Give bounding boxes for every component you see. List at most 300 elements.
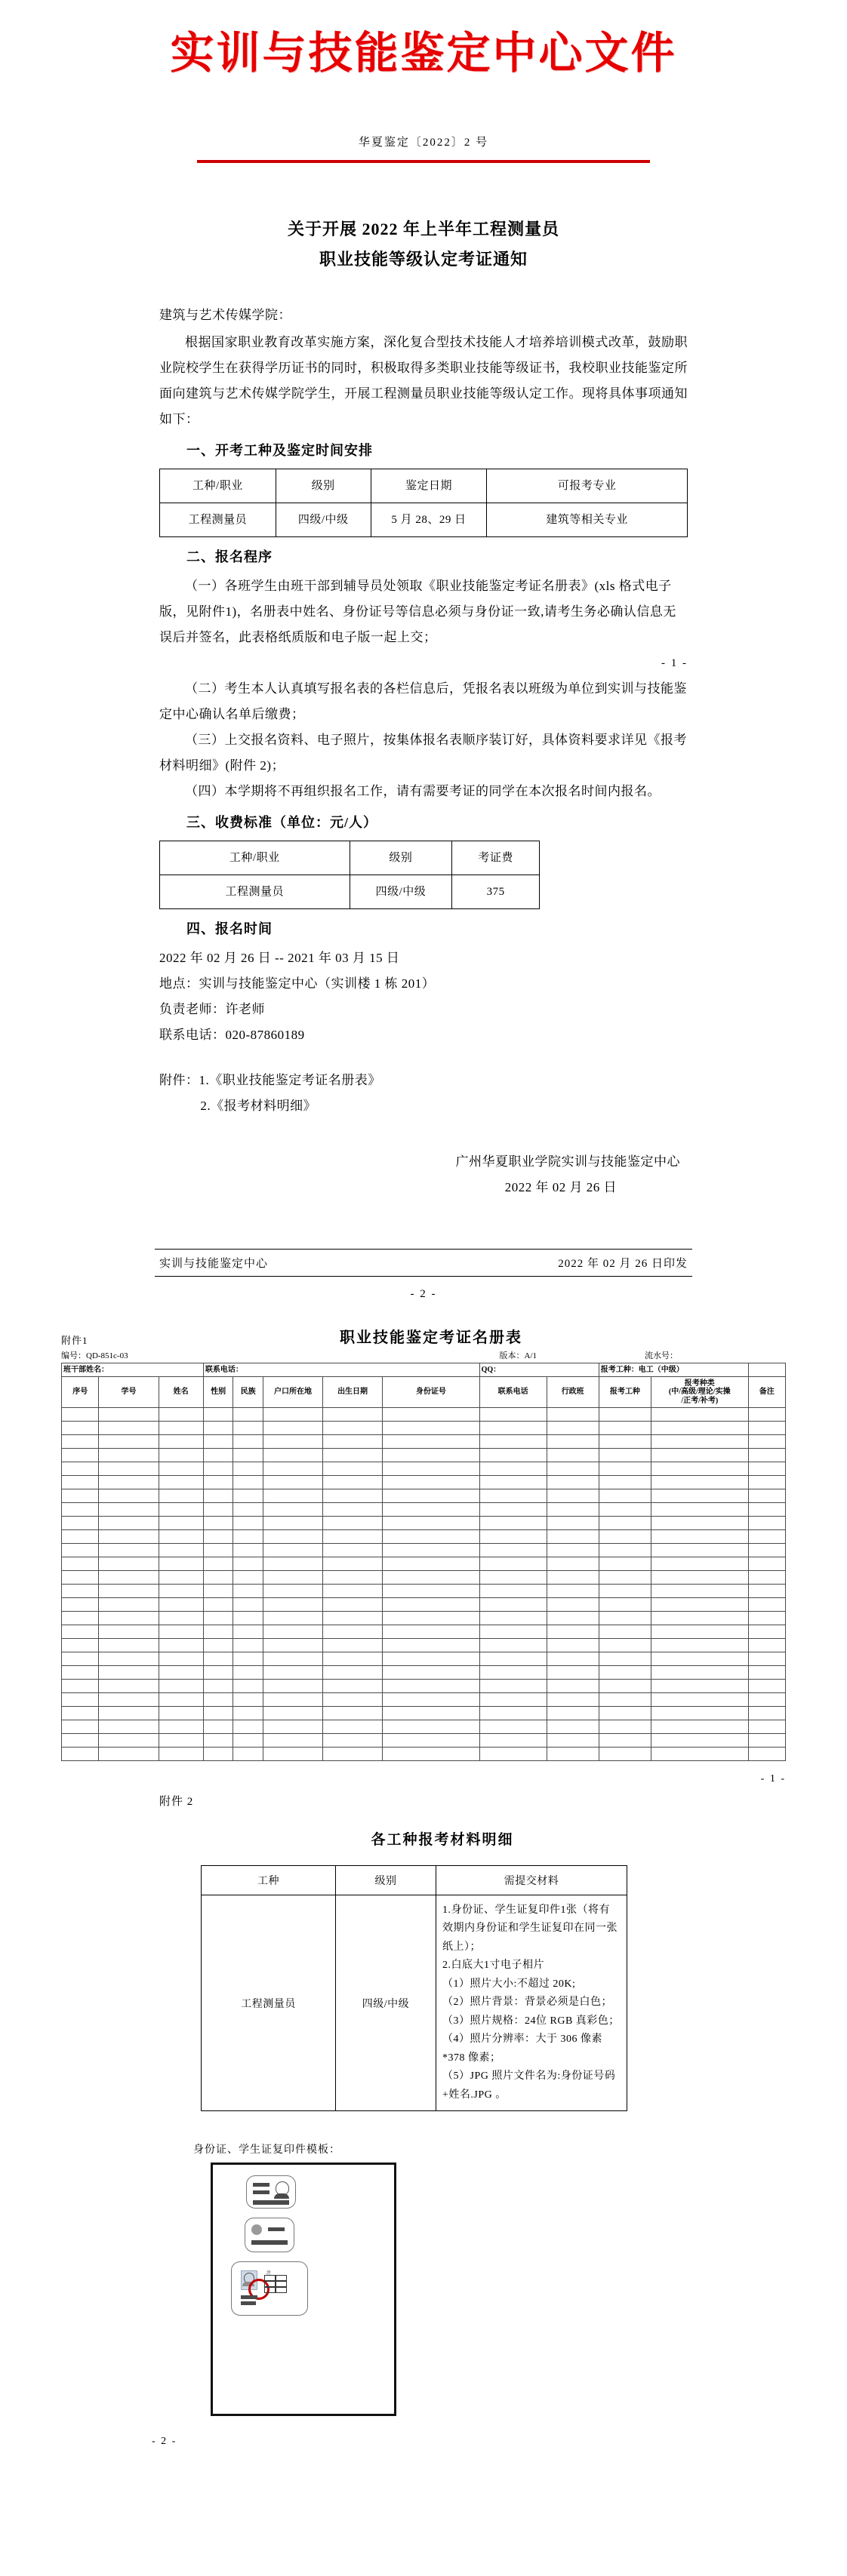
roster-empty-cell[interactable] bbox=[99, 1516, 159, 1529]
roster-empty-cell[interactable] bbox=[203, 1448, 233, 1462]
roster-empty-cell[interactable] bbox=[323, 1625, 383, 1638]
roster-empty-cell[interactable] bbox=[159, 1421, 203, 1434]
roster-empty-cell[interactable] bbox=[203, 1720, 233, 1733]
roster-empty-cell[interactable] bbox=[263, 1421, 322, 1434]
roster-empty-cell[interactable] bbox=[547, 1706, 599, 1720]
roster-empty-cell[interactable] bbox=[233, 1502, 263, 1516]
roster-empty-cell[interactable] bbox=[323, 1747, 383, 1760]
roster-empty-cell[interactable] bbox=[323, 1421, 383, 1434]
roster-empty-cell[interactable] bbox=[479, 1679, 547, 1692]
roster-empty-cell[interactable] bbox=[233, 1733, 263, 1747]
roster-empty-cell[interactable] bbox=[99, 1448, 159, 1462]
roster-empty-cell[interactable] bbox=[599, 1747, 651, 1760]
roster-empty-cell[interactable] bbox=[599, 1638, 651, 1652]
roster-empty-cell[interactable] bbox=[383, 1665, 480, 1679]
roster-empty-cell[interactable] bbox=[203, 1543, 233, 1557]
roster-empty-cell[interactable] bbox=[547, 1434, 599, 1448]
roster-empty-cell[interactable] bbox=[323, 1692, 383, 1706]
roster-empty-cell[interactable] bbox=[479, 1570, 547, 1584]
roster-empty-cell[interactable] bbox=[651, 1652, 749, 1665]
roster-empty-cell[interactable] bbox=[62, 1706, 99, 1720]
roster-empty-cell[interactable] bbox=[263, 1720, 322, 1733]
roster-empty-cell[interactable] bbox=[263, 1475, 322, 1489]
roster-empty-cell[interactable] bbox=[233, 1584, 263, 1597]
roster-empty-cell[interactable] bbox=[99, 1652, 159, 1665]
roster-empty-cell[interactable] bbox=[651, 1665, 749, 1679]
roster-empty-cell[interactable] bbox=[159, 1747, 203, 1760]
roster-empty-cell[interactable] bbox=[263, 1570, 322, 1584]
roster-empty-cell[interactable] bbox=[599, 1407, 651, 1421]
roster-empty-cell[interactable] bbox=[159, 1597, 203, 1611]
roster-empty-cell[interactable] bbox=[99, 1665, 159, 1679]
roster-empty-cell[interactable] bbox=[233, 1747, 263, 1760]
roster-empty-cell[interactable] bbox=[323, 1733, 383, 1747]
roster-empty-cell[interactable] bbox=[547, 1625, 599, 1638]
roster-empty-cell[interactable] bbox=[651, 1747, 749, 1760]
roster-empty-cell[interactable] bbox=[748, 1584, 785, 1597]
roster-empty-cell[interactable] bbox=[599, 1516, 651, 1529]
roster-empty-cell[interactable] bbox=[99, 1407, 159, 1421]
roster-empty-cell[interactable] bbox=[383, 1434, 480, 1448]
roster-empty-cell[interactable] bbox=[748, 1502, 785, 1516]
roster-empty-cell[interactable] bbox=[651, 1720, 749, 1733]
roster-empty-cell[interactable] bbox=[159, 1502, 203, 1516]
roster-empty-cell[interactable] bbox=[233, 1407, 263, 1421]
roster-empty-cell[interactable] bbox=[479, 1747, 547, 1760]
roster-empty-cell[interactable] bbox=[651, 1733, 749, 1747]
roster-empty-cell[interactable] bbox=[651, 1584, 749, 1597]
roster-empty-cell[interactable] bbox=[62, 1692, 99, 1706]
roster-empty-cell[interactable] bbox=[263, 1638, 322, 1652]
roster-empty-cell[interactable] bbox=[62, 1421, 99, 1434]
roster-empty-cell[interactable] bbox=[62, 1543, 99, 1557]
roster-empty-cell[interactable] bbox=[159, 1611, 203, 1625]
roster-empty-cell[interactable] bbox=[263, 1733, 322, 1747]
roster-empty-cell[interactable] bbox=[383, 1597, 480, 1611]
roster-empty-cell[interactable] bbox=[233, 1720, 263, 1733]
roster-empty-cell[interactable] bbox=[159, 1584, 203, 1597]
roster-empty-cell[interactable] bbox=[99, 1570, 159, 1584]
roster-empty-cell[interactable] bbox=[479, 1692, 547, 1706]
roster-empty-cell[interactable] bbox=[599, 1665, 651, 1679]
roster-empty-cell[interactable] bbox=[383, 1529, 480, 1543]
roster-empty-cell[interactable] bbox=[748, 1570, 785, 1584]
roster-empty-cell[interactable] bbox=[748, 1448, 785, 1462]
roster-empty-cell[interactable] bbox=[263, 1625, 322, 1638]
roster-empty-cell[interactable] bbox=[479, 1448, 547, 1462]
roster-empty-cell[interactable] bbox=[263, 1597, 322, 1611]
roster-empty-cell[interactable] bbox=[748, 1733, 785, 1747]
roster-empty-cell[interactable] bbox=[62, 1502, 99, 1516]
roster-empty-cell[interactable] bbox=[233, 1652, 263, 1665]
roster-empty-cell[interactable] bbox=[547, 1489, 599, 1502]
roster-empty-cell[interactable] bbox=[383, 1706, 480, 1720]
roster-empty-cell[interactable] bbox=[159, 1665, 203, 1679]
roster-empty-cell[interactable] bbox=[99, 1584, 159, 1597]
roster-empty-cell[interactable] bbox=[203, 1652, 233, 1665]
roster-empty-cell[interactable] bbox=[547, 1462, 599, 1475]
roster-empty-cell[interactable] bbox=[651, 1611, 749, 1625]
roster-empty-cell[interactable] bbox=[203, 1475, 233, 1489]
roster-empty-cell[interactable] bbox=[651, 1475, 749, 1489]
roster-empty-cell[interactable] bbox=[323, 1407, 383, 1421]
roster-empty-cell[interactable] bbox=[263, 1665, 322, 1679]
roster-empty-cell[interactable] bbox=[383, 1475, 480, 1489]
roster-empty-cell[interactable] bbox=[99, 1557, 159, 1570]
roster-empty-cell[interactable] bbox=[383, 1421, 480, 1434]
roster-empty-cell[interactable] bbox=[323, 1720, 383, 1733]
roster-empty-cell[interactable] bbox=[383, 1652, 480, 1665]
roster-empty-cell[interactable] bbox=[159, 1720, 203, 1733]
roster-empty-cell[interactable] bbox=[203, 1421, 233, 1434]
roster-empty-cell[interactable] bbox=[203, 1706, 233, 1720]
roster-empty-cell[interactable] bbox=[599, 1434, 651, 1448]
roster-empty-cell[interactable] bbox=[263, 1462, 322, 1475]
roster-empty-cell[interactable] bbox=[547, 1597, 599, 1611]
roster-empty-cell[interactable] bbox=[99, 1529, 159, 1543]
roster-empty-cell[interactable] bbox=[651, 1421, 749, 1434]
roster-empty-cell[interactable] bbox=[748, 1720, 785, 1733]
roster-empty-cell[interactable] bbox=[748, 1489, 785, 1502]
roster-empty-cell[interactable] bbox=[62, 1720, 99, 1733]
roster-empty-cell[interactable] bbox=[383, 1720, 480, 1733]
roster-empty-cell[interactable] bbox=[599, 1543, 651, 1557]
roster-empty-cell[interactable] bbox=[62, 1516, 99, 1529]
roster-empty-cell[interactable] bbox=[159, 1570, 203, 1584]
roster-empty-cell[interactable] bbox=[99, 1706, 159, 1720]
roster-empty-cell[interactable] bbox=[159, 1706, 203, 1720]
roster-empty-cell[interactable] bbox=[479, 1733, 547, 1747]
roster-empty-cell[interactable] bbox=[547, 1570, 599, 1584]
roster-empty-cell[interactable] bbox=[383, 1557, 480, 1570]
roster-empty-cell[interactable] bbox=[99, 1692, 159, 1706]
roster-empty-cell[interactable] bbox=[383, 1584, 480, 1597]
roster-empty-cell[interactable] bbox=[203, 1557, 233, 1570]
roster-empty-cell[interactable] bbox=[547, 1448, 599, 1462]
roster-empty-cell[interactable] bbox=[547, 1543, 599, 1557]
roster-empty-cell[interactable] bbox=[203, 1679, 233, 1692]
roster-empty-cell[interactable] bbox=[748, 1747, 785, 1760]
roster-empty-cell[interactable] bbox=[748, 1625, 785, 1638]
roster-empty-cell[interactable] bbox=[263, 1747, 322, 1760]
roster-empty-cell[interactable] bbox=[323, 1502, 383, 1516]
roster-empty-cell[interactable] bbox=[479, 1462, 547, 1475]
roster-empty-cell[interactable] bbox=[748, 1638, 785, 1652]
roster-empty-cell[interactable] bbox=[599, 1529, 651, 1543]
roster-empty-cell[interactable] bbox=[748, 1475, 785, 1489]
roster-empty-cell[interactable] bbox=[547, 1665, 599, 1679]
roster-empty-cell[interactable] bbox=[651, 1706, 749, 1720]
roster-empty-cell[interactable] bbox=[383, 1462, 480, 1475]
roster-empty-cell[interactable] bbox=[62, 1665, 99, 1679]
roster-empty-cell[interactable] bbox=[323, 1475, 383, 1489]
roster-empty-cell[interactable] bbox=[748, 1529, 785, 1543]
roster-empty-cell[interactable] bbox=[62, 1529, 99, 1543]
roster-empty-cell[interactable] bbox=[599, 1597, 651, 1611]
roster-empty-cell[interactable] bbox=[203, 1611, 233, 1625]
roster-empty-cell[interactable] bbox=[748, 1516, 785, 1529]
roster-empty-cell[interactable] bbox=[62, 1733, 99, 1747]
roster-empty-cell[interactable] bbox=[651, 1448, 749, 1462]
roster-empty-cell[interactable] bbox=[203, 1584, 233, 1597]
roster-empty-cell[interactable] bbox=[479, 1706, 547, 1720]
roster-empty-cell[interactable] bbox=[599, 1462, 651, 1475]
roster-empty-cell[interactable] bbox=[263, 1706, 322, 1720]
roster-empty-cell[interactable] bbox=[233, 1706, 263, 1720]
roster-empty-cell[interactable] bbox=[599, 1570, 651, 1584]
roster-empty-cell[interactable] bbox=[323, 1638, 383, 1652]
roster-empty-cell[interactable] bbox=[547, 1516, 599, 1529]
roster-empty-cell[interactable] bbox=[203, 1570, 233, 1584]
roster-empty-cell[interactable] bbox=[479, 1584, 547, 1597]
roster-empty-cell[interactable] bbox=[547, 1529, 599, 1543]
roster-empty-cell[interactable] bbox=[383, 1570, 480, 1584]
roster-empty-cell[interactable] bbox=[547, 1584, 599, 1597]
roster-empty-cell[interactable] bbox=[159, 1638, 203, 1652]
roster-empty-cell[interactable] bbox=[599, 1421, 651, 1434]
roster-empty-cell[interactable] bbox=[479, 1611, 547, 1625]
roster-empty-cell[interactable] bbox=[203, 1692, 233, 1706]
roster-empty-cell[interactable] bbox=[62, 1747, 99, 1760]
roster-empty-cell[interactable] bbox=[748, 1597, 785, 1611]
roster-empty-cell[interactable] bbox=[651, 1543, 749, 1557]
roster-empty-cell[interactable] bbox=[599, 1625, 651, 1638]
roster-empty-cell[interactable] bbox=[203, 1747, 233, 1760]
roster-empty-cell[interactable] bbox=[383, 1638, 480, 1652]
roster-empty-cell[interactable] bbox=[263, 1502, 322, 1516]
roster-empty-cell[interactable] bbox=[233, 1625, 263, 1638]
roster-empty-cell[interactable] bbox=[233, 1516, 263, 1529]
roster-empty-cell[interactable] bbox=[233, 1489, 263, 1502]
roster-empty-cell[interactable] bbox=[383, 1611, 480, 1625]
roster-empty-cell[interactable] bbox=[203, 1665, 233, 1679]
roster-empty-cell[interactable] bbox=[599, 1557, 651, 1570]
roster-empty-cell[interactable] bbox=[233, 1529, 263, 1543]
roster-empty-cell[interactable] bbox=[62, 1597, 99, 1611]
roster-empty-cell[interactable] bbox=[233, 1557, 263, 1570]
roster-empty-cell[interactable] bbox=[479, 1557, 547, 1570]
roster-empty-cell[interactable] bbox=[62, 1584, 99, 1597]
roster-empty-cell[interactable] bbox=[323, 1462, 383, 1475]
roster-empty-cell[interactable] bbox=[99, 1502, 159, 1516]
roster-empty-cell[interactable] bbox=[599, 1584, 651, 1597]
roster-empty-cell[interactable] bbox=[748, 1706, 785, 1720]
roster-empty-cell[interactable] bbox=[62, 1407, 99, 1421]
roster-empty-cell[interactable] bbox=[233, 1462, 263, 1475]
roster-empty-cell[interactable] bbox=[62, 1638, 99, 1652]
roster-empty-cell[interactable] bbox=[479, 1665, 547, 1679]
roster-empty-cell[interactable] bbox=[323, 1529, 383, 1543]
roster-empty-cell[interactable] bbox=[323, 1516, 383, 1529]
roster-empty-cell[interactable] bbox=[383, 1733, 480, 1747]
roster-empty-cell[interactable] bbox=[479, 1421, 547, 1434]
roster-empty-cell[interactable] bbox=[323, 1557, 383, 1570]
roster-empty-cell[interactable] bbox=[599, 1475, 651, 1489]
roster-empty-cell[interactable] bbox=[263, 1543, 322, 1557]
roster-empty-cell[interactable] bbox=[651, 1638, 749, 1652]
roster-empty-cell[interactable] bbox=[748, 1652, 785, 1665]
roster-empty-cell[interactable] bbox=[547, 1638, 599, 1652]
roster-empty-cell[interactable] bbox=[479, 1720, 547, 1733]
roster-empty-cell[interactable] bbox=[159, 1625, 203, 1638]
roster-empty-cell[interactable] bbox=[651, 1407, 749, 1421]
roster-empty-cell[interactable] bbox=[383, 1692, 480, 1706]
roster-empty-cell[interactable] bbox=[99, 1489, 159, 1502]
roster-empty-cell[interactable] bbox=[99, 1611, 159, 1625]
roster-empty-cell[interactable] bbox=[651, 1489, 749, 1502]
roster-empty-cell[interactable] bbox=[263, 1611, 322, 1625]
roster-empty-cell[interactable] bbox=[263, 1584, 322, 1597]
roster-empty-cell[interactable] bbox=[599, 1448, 651, 1462]
roster-empty-cell[interactable] bbox=[748, 1421, 785, 1434]
roster-empty-cell[interactable] bbox=[233, 1570, 263, 1584]
roster-empty-cell[interactable] bbox=[233, 1692, 263, 1706]
roster-empty-cell[interactable] bbox=[203, 1434, 233, 1448]
roster-empty-cell[interactable] bbox=[479, 1638, 547, 1652]
roster-empty-cell[interactable] bbox=[233, 1611, 263, 1625]
roster-empty-cell[interactable] bbox=[651, 1570, 749, 1584]
roster-empty-cell[interactable] bbox=[263, 1407, 322, 1421]
roster-empty-cell[interactable] bbox=[263, 1679, 322, 1692]
roster-empty-cell[interactable] bbox=[547, 1733, 599, 1747]
roster-empty-cell[interactable] bbox=[599, 1611, 651, 1625]
roster-empty-cell[interactable] bbox=[159, 1652, 203, 1665]
roster-empty-cell[interactable] bbox=[748, 1679, 785, 1692]
roster-empty-cell[interactable] bbox=[651, 1692, 749, 1706]
roster-empty-cell[interactable] bbox=[62, 1448, 99, 1462]
roster-empty-cell[interactable] bbox=[62, 1557, 99, 1570]
roster-empty-cell[interactable] bbox=[383, 1625, 480, 1638]
roster-empty-cell[interactable] bbox=[383, 1543, 480, 1557]
roster-empty-cell[interactable] bbox=[263, 1692, 322, 1706]
roster-empty-cell[interactable] bbox=[323, 1706, 383, 1720]
roster-empty-cell[interactable] bbox=[203, 1407, 233, 1421]
roster-empty-cell[interactable] bbox=[203, 1529, 233, 1543]
roster-empty-cell[interactable] bbox=[383, 1448, 480, 1462]
roster-empty-cell[interactable] bbox=[233, 1597, 263, 1611]
roster-empty-cell[interactable] bbox=[599, 1489, 651, 1502]
roster-empty-cell[interactable] bbox=[479, 1407, 547, 1421]
roster-empty-cell[interactable] bbox=[599, 1692, 651, 1706]
roster-empty-cell[interactable] bbox=[748, 1557, 785, 1570]
roster-empty-cell[interactable] bbox=[99, 1421, 159, 1434]
roster-empty-cell[interactable] bbox=[323, 1448, 383, 1462]
roster-empty-cell[interactable] bbox=[479, 1597, 547, 1611]
roster-empty-cell[interactable] bbox=[748, 1665, 785, 1679]
roster-empty-cell[interactable] bbox=[233, 1448, 263, 1462]
roster-empty-cell[interactable] bbox=[651, 1597, 749, 1611]
roster-empty-cell[interactable] bbox=[263, 1652, 322, 1665]
roster-empty-cell[interactable] bbox=[233, 1543, 263, 1557]
roster-empty-cell[interactable] bbox=[99, 1543, 159, 1557]
roster-empty-cell[interactable] bbox=[99, 1434, 159, 1448]
roster-empty-cell[interactable] bbox=[547, 1611, 599, 1625]
roster-empty-cell[interactable] bbox=[323, 1570, 383, 1584]
roster-empty-cell[interactable] bbox=[479, 1529, 547, 1543]
roster-empty-cell[interactable] bbox=[323, 1597, 383, 1611]
roster-empty-cell[interactable] bbox=[547, 1557, 599, 1570]
roster-empty-cell[interactable] bbox=[233, 1665, 263, 1679]
roster-empty-cell[interactable] bbox=[383, 1516, 480, 1529]
roster-empty-cell[interactable] bbox=[159, 1557, 203, 1570]
roster-empty-cell[interactable] bbox=[323, 1489, 383, 1502]
roster-empty-cell[interactable] bbox=[599, 1652, 651, 1665]
roster-empty-cell[interactable] bbox=[479, 1475, 547, 1489]
roster-empty-cell[interactable] bbox=[383, 1747, 480, 1760]
roster-empty-cell[interactable] bbox=[323, 1584, 383, 1597]
roster-empty-cell[interactable] bbox=[99, 1638, 159, 1652]
roster-empty-cell[interactable] bbox=[62, 1475, 99, 1489]
roster-empty-cell[interactable] bbox=[748, 1543, 785, 1557]
roster-empty-cell[interactable] bbox=[263, 1557, 322, 1570]
roster-empty-cell[interactable] bbox=[99, 1747, 159, 1760]
roster-empty-cell[interactable] bbox=[479, 1516, 547, 1529]
roster-empty-cell[interactable] bbox=[203, 1462, 233, 1475]
roster-empty-cell[interactable] bbox=[599, 1679, 651, 1692]
roster-empty-cell[interactable] bbox=[159, 1679, 203, 1692]
roster-empty-cell[interactable] bbox=[203, 1625, 233, 1638]
roster-empty-cell[interactable] bbox=[203, 1733, 233, 1747]
roster-empty-cell[interactable] bbox=[547, 1679, 599, 1692]
roster-empty-cell[interactable] bbox=[651, 1529, 749, 1543]
roster-empty-cell[interactable] bbox=[159, 1489, 203, 1502]
roster-empty-cell[interactable] bbox=[547, 1652, 599, 1665]
roster-empty-cell[interactable] bbox=[479, 1434, 547, 1448]
roster-empty-cell[interactable] bbox=[99, 1625, 159, 1638]
roster-empty-cell[interactable] bbox=[599, 1502, 651, 1516]
roster-empty-cell[interactable] bbox=[263, 1489, 322, 1502]
roster-empty-cell[interactable] bbox=[547, 1407, 599, 1421]
roster-empty-cell[interactable] bbox=[323, 1611, 383, 1625]
roster-empty-cell[interactable] bbox=[159, 1434, 203, 1448]
roster-empty-cell[interactable] bbox=[748, 1611, 785, 1625]
roster-empty-cell[interactable] bbox=[159, 1407, 203, 1421]
roster-empty-cell[interactable] bbox=[99, 1720, 159, 1733]
roster-empty-cell[interactable] bbox=[599, 1720, 651, 1733]
roster-empty-cell[interactable] bbox=[651, 1434, 749, 1448]
roster-empty-cell[interactable] bbox=[159, 1448, 203, 1462]
roster-empty-cell[interactable] bbox=[748, 1462, 785, 1475]
roster-empty-cell[interactable] bbox=[99, 1733, 159, 1747]
roster-empty-cell[interactable] bbox=[99, 1597, 159, 1611]
roster-empty-cell[interactable] bbox=[651, 1516, 749, 1529]
roster-empty-cell[interactable] bbox=[203, 1489, 233, 1502]
roster-empty-cell[interactable] bbox=[547, 1475, 599, 1489]
roster-empty-cell[interactable] bbox=[547, 1692, 599, 1706]
roster-empty-cell[interactable] bbox=[159, 1543, 203, 1557]
roster-empty-cell[interactable] bbox=[748, 1407, 785, 1421]
roster-empty-cell[interactable] bbox=[62, 1489, 99, 1502]
roster-empty-cell[interactable] bbox=[62, 1611, 99, 1625]
roster-empty-cell[interactable] bbox=[62, 1434, 99, 1448]
roster-empty-cell[interactable] bbox=[159, 1462, 203, 1475]
roster-empty-cell[interactable] bbox=[263, 1516, 322, 1529]
roster-empty-cell[interactable] bbox=[651, 1502, 749, 1516]
roster-empty-cell[interactable] bbox=[159, 1733, 203, 1747]
roster-empty-cell[interactable] bbox=[323, 1543, 383, 1557]
roster-empty-cell[interactable] bbox=[323, 1434, 383, 1448]
roster-empty-cell[interactable] bbox=[62, 1679, 99, 1692]
roster-empty-cell[interactable] bbox=[383, 1502, 480, 1516]
roster-empty-cell[interactable] bbox=[547, 1502, 599, 1516]
roster-empty-cell[interactable] bbox=[547, 1421, 599, 1434]
roster-empty-cell[interactable] bbox=[479, 1543, 547, 1557]
roster-empty-cell[interactable] bbox=[203, 1638, 233, 1652]
roster-empty-cell[interactable] bbox=[479, 1502, 547, 1516]
roster-empty-cell[interactable] bbox=[479, 1489, 547, 1502]
roster-empty-cell[interactable] bbox=[99, 1475, 159, 1489]
roster-empty-cell[interactable] bbox=[599, 1706, 651, 1720]
